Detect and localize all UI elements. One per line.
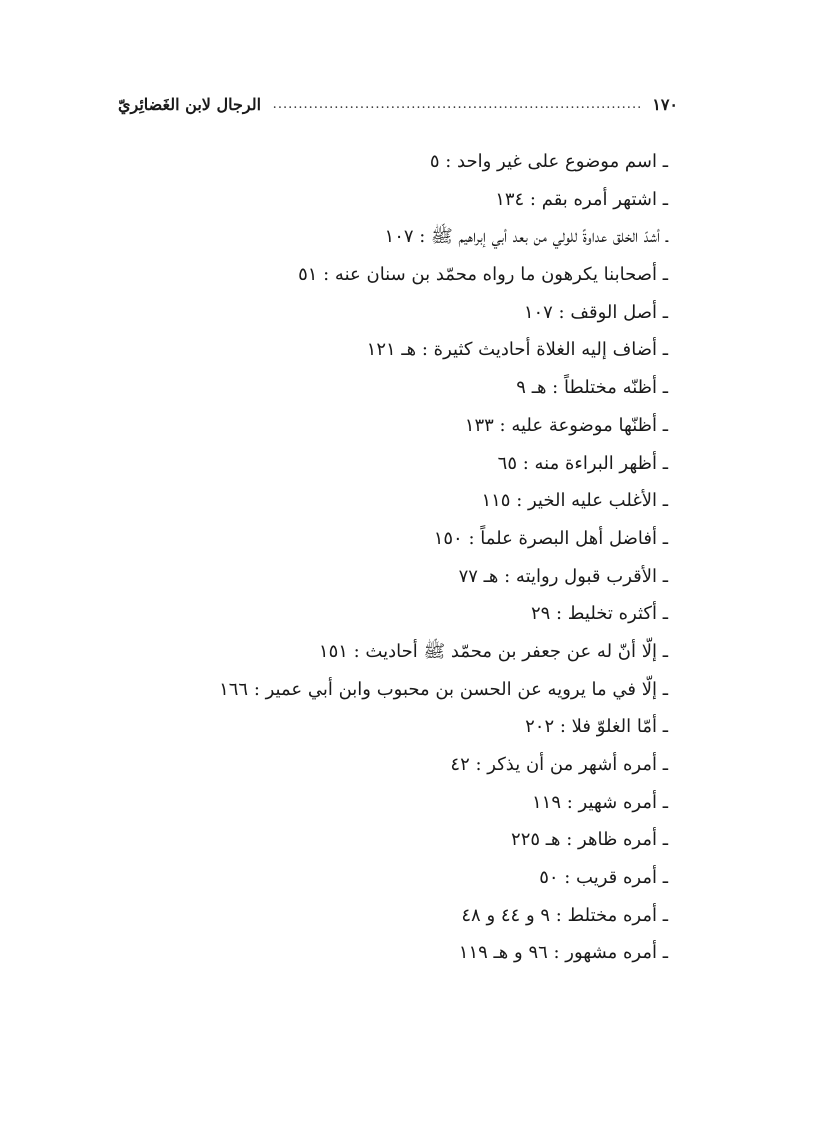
index-entry: ـ أكثره تخليط : ٢٩ xyxy=(530,603,668,625)
index-entry: ـ الأقرب قبول روايته : هـ ٧٧ xyxy=(458,565,668,587)
book-title: الرجال لابن الغَضائِريّ xyxy=(118,94,262,114)
index-entry: ـ أظهر البراءة منه : ٦٥ xyxy=(497,452,668,474)
header-dot-leader xyxy=(271,97,642,112)
index-entry: ـ أمره ظاهر : هـ ٢٢٥ xyxy=(511,829,668,851)
index-entry: ـ أشدّ الخلق عداوةً للولي من بعد أبي إبراهيم ﷺ : ١٠٧ xyxy=(384,226,668,248)
index-entry: ـ أظنّها موضوعة عليه : ١٣٣ xyxy=(464,414,668,436)
index-entry: ـ أمره مختلط : ٩ و ٤٤ و ٤٨ xyxy=(461,904,668,926)
index-entry: ـ أمره قريب : ٥٠ xyxy=(539,867,668,889)
index-list xyxy=(108,143,668,972)
index-entry: ـ أظنّه مختلطاً : هـ ٩ xyxy=(516,377,668,399)
index-entry: ـ أمره شهير : ١١٩ xyxy=(532,791,668,813)
index-entry: ـ اسم موضوع على غير واحد : ٥ xyxy=(429,151,668,172)
index-entry: ـ أمره أشهر من أن يذكر : ٤٢ xyxy=(450,754,668,775)
index-entry: ـ أضاف إليه الغلاة أحاديث كثيرة : هـ ١٢١ xyxy=(366,339,668,361)
index-entry: ـ أمّا الغلوّ فلا : ٢٠٢ xyxy=(525,716,668,738)
index-entry: ـ الأغلب عليه الخير : ١١٥ xyxy=(481,490,668,512)
index-entry: ـ أمره مشهور : ٩٦ و هـ ١١٩ xyxy=(458,942,668,964)
index-entry: ـ أصحابنا يكرهون ما رواه محمّد بن سنان عنه : ٥١ xyxy=(298,264,668,286)
index-entry: ـ أفاضل أهل البصرة علماً : ١٥٠ xyxy=(433,527,668,549)
index-entry: ـ إلّا أنّ له عن جعفر بن محمّد ﷺ أحاديث : ١٥١ xyxy=(318,640,668,662)
index-entry: ـ إلّا في ما يرويه عن الحسن بن محبوب وابن أبي عمير : ١٦٦ xyxy=(219,678,668,700)
index-entry: ـ أصل الوقف : ١٠٧ xyxy=(523,301,668,323)
index-entry: ـ اشتهر أمره بقم : ١٣٤ xyxy=(495,188,668,210)
page-number: ١٧٠ xyxy=(652,94,678,114)
running-header xyxy=(118,90,678,118)
